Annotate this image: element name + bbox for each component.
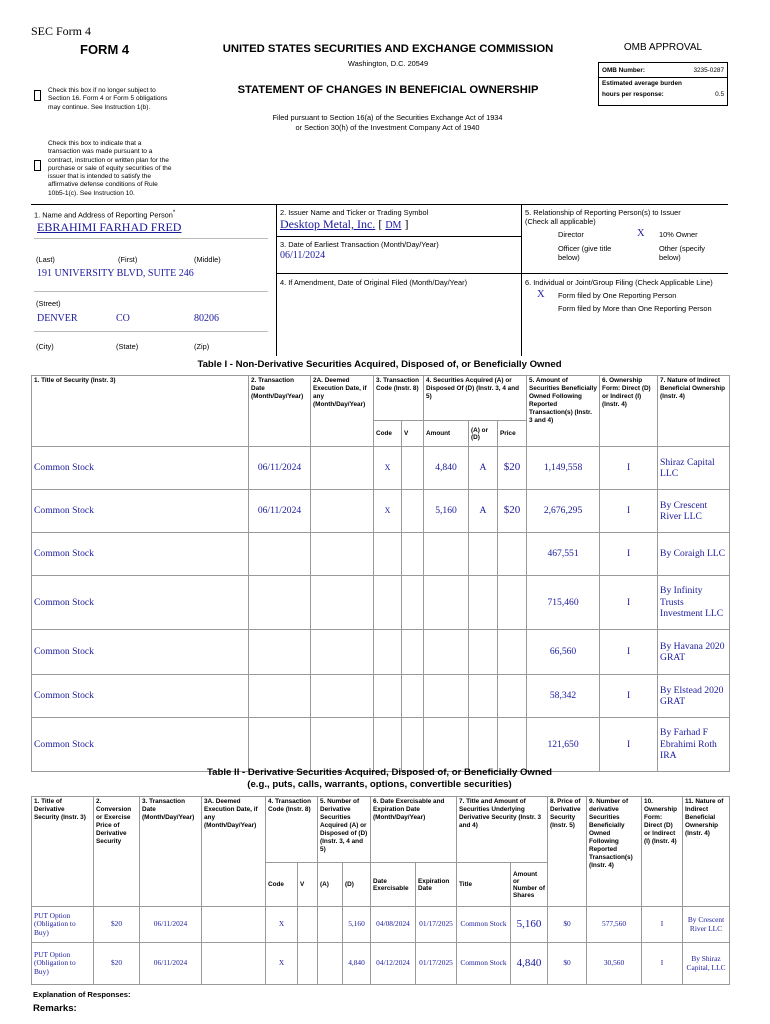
table-row — [32, 943, 730, 985]
section16-line: Check this box if no longer subject to — [48, 87, 156, 94]
t1-form: I — [600, 675, 658, 718]
omb-box — [598, 62, 728, 106]
table2-title-1: Table II - Derivative Securities Acquired, Disposed of, or Beneficially Owned — [207, 767, 552, 778]
t1-nature: Shiraz Capital LLC — [658, 447, 730, 490]
t1-title: Common Stock — [32, 630, 249, 675]
issuer-name-link[interactable]: Desktop Metal, Inc. — [280, 217, 376, 231]
t1-title: Common Stock — [32, 533, 249, 576]
section16-text — [48, 87, 188, 112]
rule10b5-line: transaction was made pursuant to a — [48, 148, 153, 156]
t1-date — [249, 718, 311, 772]
city-label: (City) — [36, 342, 54, 351]
rule10b5-checkbox[interactable] — [34, 160, 41, 171]
t2-h6: 6. Date Exercisable and Expiration Date (Month/Day/Year) — [371, 797, 457, 863]
t2-v — [298, 943, 318, 985]
t1-amount-header: Amount — [424, 421, 469, 447]
sec-form-label: SEC Form 4 — [31, 24, 92, 38]
table1-title: Table I - Non-Derivative Securities Acquired, Disposed of, or Beneficially Owned — [197, 359, 562, 370]
section16-checkbox[interactable] — [34, 90, 41, 101]
t2-deemed — [202, 943, 266, 985]
t1-h7: 7. Nature of Indirect Beneficial Ownership (Instr. 4) — [658, 376, 730, 447]
box4-label: 4. If Amendment, Date of Original Filed (Month/Day/Year) — [280, 278, 468, 287]
table2 — [31, 796, 730, 985]
t1-title: Common Stock — [32, 675, 249, 718]
t2-amount-header: Amount or Number of Shares — [511, 863, 548, 907]
rule10b5-line: contract, instruction or written plan for the — [48, 156, 169, 164]
box1-label — [34, 208, 175, 220]
omb-approval-title: OMB APPROVAL — [623, 42, 703, 53]
t1-h4: 4. Securities Acquired (A) or Disposed Of (D) (Instr. 3, 4 and 5) — [424, 376, 527, 421]
t1-price — [498, 718, 527, 772]
t1-nature: By Elstead 2020 GRAT — [658, 675, 730, 718]
t1-date: 06/11/2024 — [249, 447, 311, 490]
t2-h8: 8. Price of Derivative Security (Instr. 5) — [548, 797, 587, 907]
t1-nature: By Farhad F Ebrahimi Roth IRA — [658, 718, 730, 772]
t1-ad: A — [469, 490, 498, 533]
t2-owned: 577,560 — [587, 907, 642, 943]
t2-code: X — [266, 943, 298, 985]
t2-utitle: Common Stock — [457, 907, 511, 943]
t1-code — [374, 675, 402, 718]
t1-ad: A — [469, 447, 498, 490]
t2-title: PUT Option (Obligation to Buy) — [32, 907, 94, 943]
statement-title: STATEMENT OF CHANGES IN BENEFICIAL OWNERSHIP — [237, 84, 539, 96]
t2-conv: $20 — [94, 907, 140, 943]
t1-price — [498, 533, 527, 576]
t1-title: Common Stock — [32, 718, 249, 772]
t2-h7: 7. Title and Amount of Securities Underlying Derivative Security (Instr. 3 and 4) — [457, 797, 548, 863]
t2-h1: 1. Title of Derivative Security (Instr. 3) — [32, 797, 94, 907]
zip-label: (Zip) — [194, 342, 210, 351]
t2-h3: 3. Transaction Date (Month/Day/Year) — [140, 797, 202, 907]
omb-number-label: OMB Number: — [602, 67, 645, 74]
t2-form: I — [642, 943, 683, 985]
t1-price — [498, 576, 527, 630]
street-address: 191 UNIVERSITY BLVD, SUITE 246 — [37, 268, 194, 279]
t1-code — [374, 576, 402, 630]
omb-burden-label-2: hours per response: — [602, 91, 664, 98]
table-row — [32, 675, 730, 718]
t1-code — [374, 718, 402, 772]
director-mark: X — [637, 228, 645, 239]
t2-utitle: Common Stock — [457, 943, 511, 985]
t1-date — [249, 675, 311, 718]
t1-amount — [424, 533, 469, 576]
t2-code: X — [266, 907, 298, 943]
t1-owned: 66,560 — [527, 630, 600, 675]
t2-form: I — [642, 907, 683, 943]
t2-date: 06/11/2024 — [140, 907, 202, 943]
t1-amount — [424, 675, 469, 718]
t2-date: 06/11/2024 — [140, 943, 202, 985]
t2-nature: By Crescent River LLC — [683, 907, 730, 943]
t1-nature: By Coraigh LLC — [658, 533, 730, 576]
t2-h3a: 3A. Deemed Execution Date, if any (Month/Day/Year) — [202, 797, 266, 907]
t1-amount — [424, 630, 469, 675]
t1-v — [402, 718, 424, 772]
t1-v — [402, 533, 424, 576]
t2-deemed — [202, 907, 266, 943]
t2-owned: 30,560 — [587, 943, 642, 985]
ticker-link[interactable]: DM — [385, 220, 402, 231]
filed-note-2: or Section 30(h) of the Investment Company Act of 1940 — [295, 123, 480, 132]
t2-h9: 9. Number of derivative Securities Beneficially Owned Following Reported Transaction(s) (Instr. 4) — [587, 797, 642, 907]
middle-label: (Middle) — [194, 255, 221, 264]
t2-conv: $20 — [94, 943, 140, 985]
explanation-heading: Explanation of Responses: — [33, 990, 131, 999]
one-person-label: Form filed by One Reporting Person — [558, 291, 677, 300]
t1-v — [402, 630, 424, 675]
rule10b5-line: Check this box to indicate that a — [48, 140, 142, 147]
t2-date-ex-header: Date Exercisable — [371, 863, 416, 907]
t1-h2a: 2A. Deemed Execution Date, if any (Month/Day/Year) — [311, 376, 374, 447]
t1-owned: 121,650 — [527, 718, 600, 772]
table-row — [32, 907, 730, 943]
t1-h1: 1. Title of Security (Instr. 3) — [32, 376, 249, 447]
t1-title: Common Stock — [32, 447, 249, 490]
box2-label: 2. Issuer Name and Ticker or Trading Symbol — [280, 208, 429, 217]
officer-label-1: Officer (give title — [558, 244, 612, 253]
t1-price — [498, 630, 527, 675]
t1-v — [402, 675, 424, 718]
t1-h5: 5. Amount of Securities Beneficially Owned Following Reported Transaction(s) (Instr. 3 and 4) — [527, 376, 600, 447]
t1-deemed — [311, 490, 374, 533]
t1-v-header: V — [402, 421, 424, 447]
t2-h10: 10. Ownership Form: Direct (D) or Indirect (I) (Instr. 4) — [642, 797, 683, 907]
t1-form: I — [600, 533, 658, 576]
table-row — [32, 718, 730, 772]
ticker-bracket-close: ] — [404, 217, 409, 231]
rule10b5-text — [48, 140, 188, 198]
rule10b5-line: 10b5-1(c). See Instruction 10. — [48, 189, 135, 197]
t2-ex: 04/08/2024 — [371, 907, 416, 943]
t1-form: I — [600, 447, 658, 490]
t1-date — [249, 533, 311, 576]
t1-nature: By Havana 2020 GRAT — [658, 630, 730, 675]
box1-label-text: 1. Name and Address of Reporting Person — [34, 210, 173, 220]
t2-h5: 5. Number of Derivative Securities Acquired (A) or Disposed of (D) (Instr. 3, 4 and 5) — [318, 797, 371, 863]
t1-ad — [469, 630, 498, 675]
zip-value: 80206 — [194, 313, 219, 324]
t1-deemed — [311, 675, 374, 718]
t2-exp-header: Expiration Date — [416, 863, 457, 907]
street-label: (Street) — [36, 299, 61, 308]
t1-code — [374, 533, 402, 576]
t2-exp: 01/17/2025 — [416, 943, 457, 985]
omb-burden-label-1: Estimated average burden — [602, 80, 682, 87]
table-row — [32, 490, 730, 533]
t1-nature: By Crescent River LLC — [658, 490, 730, 533]
t1-deemed — [311, 718, 374, 772]
t1-ad-header: (A) or (D) — [469, 421, 498, 447]
t1-v — [402, 576, 424, 630]
t1-code: X — [374, 447, 402, 490]
omb-number: 3235-0287 — [693, 67, 724, 74]
t1-v — [402, 490, 424, 533]
t2-price: $0 — [548, 943, 587, 985]
agency-title: UNITED STATES SECURITIES AND EXCHANGE COMMISSION — [222, 43, 554, 55]
t1-title: Common Stock — [32, 576, 249, 630]
t2-price: $0 — [548, 907, 587, 943]
t1-amount: 5,160 — [424, 490, 469, 533]
first-label: (First) — [118, 255, 138, 264]
t1-h3: 3. Transaction Code (Instr. 8) — [374, 376, 424, 421]
t1-date: 06/11/2024 — [249, 490, 311, 533]
t2-exp: 01/17/2025 — [416, 907, 457, 943]
t2-d: 5,160 — [343, 907, 371, 943]
t1-date — [249, 630, 311, 675]
rule10b5-line: affirmative defense conditions of Rule — [48, 181, 158, 189]
t1-code — [374, 630, 402, 675]
t1-form: I — [600, 490, 658, 533]
ticker-bracket-open: [ — [378, 217, 383, 231]
omb-burden-value: 0.5 — [715, 91, 724, 98]
t1-ad — [469, 533, 498, 576]
rule10b5-line: purchase or sale of equity securities of the — [48, 164, 172, 172]
t1-form: I — [600, 718, 658, 772]
t1-form: I — [600, 576, 658, 630]
issuer-line — [280, 217, 408, 232]
section16-line: Section 16. Form 4 or Form 5 obligations — [48, 95, 168, 103]
t1-ad — [469, 576, 498, 630]
box6-label: 6. Individual or Joint/Group Filing (Check Applicable Line) — [525, 278, 713, 287]
table1 — [31, 375, 730, 772]
one-person-mark: X — [537, 289, 545, 300]
t2-d-header: (D) — [343, 863, 371, 907]
box5-label-2: (Check all applicable) — [525, 217, 596, 226]
t2-h4: 4. Transaction Code (Instr. 8) — [266, 797, 318, 863]
t2-code-header: Code — [266, 863, 298, 907]
form-title: FORM 4 — [80, 42, 130, 57]
t1-owned: 715,460 — [527, 576, 600, 630]
t1-code: X — [374, 490, 402, 533]
rule10b5-line: issuer that is intended to satisfy the — [48, 173, 151, 181]
t1-date — [249, 576, 311, 630]
t1-nature: By Infinity Trusts Investment LLC — [658, 576, 730, 630]
t2-nature: By Shiraz Capital, LLC — [683, 943, 730, 985]
t2-title: PUT Option (Obligation to Buy) — [32, 943, 94, 985]
t1-deemed — [311, 447, 374, 490]
t2-v — [298, 907, 318, 943]
t2-d: 4,840 — [343, 943, 371, 985]
t1-ad — [469, 718, 498, 772]
t2-h2: 2. Conversion or Exercise Price of Derivative Security — [94, 797, 140, 907]
t1-price — [498, 675, 527, 718]
city-value: DENVER — [37, 313, 78, 324]
t2-a — [318, 943, 343, 985]
director-label: Director — [558, 230, 584, 239]
box1-asterisk: * — [172, 209, 176, 216]
state-label: (State) — [116, 342, 139, 351]
t1-h2: 2. Transaction Date (Month/Day/Year) — [249, 376, 311, 447]
table-row — [32, 576, 730, 630]
earliest-transaction-date: 06/11/2024 — [280, 250, 326, 261]
t2-a — [318, 907, 343, 943]
table-row — [32, 533, 730, 576]
t1-owned: 58,342 — [527, 675, 600, 718]
table-row — [32, 630, 730, 675]
section16-line: may continue. See Instruction 1(b). — [48, 103, 151, 111]
t2-uamt: 4,840 — [511, 943, 548, 985]
t2-v-header: V — [298, 863, 318, 907]
box3-label: 3. Date of Earliest Transaction (Month/Day/Year) — [280, 240, 439, 249]
ten-percent-owner-label: 10% Owner — [659, 230, 698, 239]
more-persons-label: Form filed by More than One Reporting Person — [558, 304, 712, 313]
table-row — [32, 447, 730, 490]
t1-amount — [424, 576, 469, 630]
t1-amount: 4,840 — [424, 447, 469, 490]
t1-h6: 6. Ownership Form: Direct (D) or Indirect (I) (Instr. 4) — [600, 376, 658, 447]
t1-owned: 2,676,295 — [527, 490, 600, 533]
t1-deemed — [311, 576, 374, 630]
t1-ad — [469, 675, 498, 718]
t1-code-header: Code — [374, 421, 402, 447]
last-label: (Last) — [36, 255, 55, 264]
t1-deemed — [311, 533, 374, 576]
state-value: CO — [116, 313, 130, 324]
reporting-person-name-link[interactable]: EBRAHIMI FARHAD FRED — [37, 220, 182, 234]
t1-price-header: Price — [498, 421, 527, 447]
remarks-heading: Remarks: — [33, 1003, 77, 1014]
t1-owned: 1,149,558 — [527, 447, 600, 490]
officer-label-2: below) — [558, 253, 580, 262]
t2-uamt: 5,160 — [511, 907, 548, 943]
t1-deemed — [311, 630, 374, 675]
table2-title-2: (e.g., puts, calls, warrants, options, convertible securities) — [247, 779, 512, 790]
t1-form: I — [600, 630, 658, 675]
t1-amount — [424, 718, 469, 772]
other-label-1: Other (specify — [659, 244, 706, 253]
agency-location: Washington, D.C. 20549 — [347, 59, 429, 68]
filed-note-1: Filed pursuant to Section 16(a) of the Securities Exchange Act of 1934 — [272, 113, 503, 122]
t2-a-header: (A) — [318, 863, 343, 907]
t2-ex: 04/12/2024 — [371, 943, 416, 985]
t2-title-header: Title — [457, 863, 511, 907]
box5-label-1: 5. Relationship of Reporting Person(s) to Issuer — [525, 208, 681, 217]
t1-price: $20 — [498, 490, 527, 533]
t1-title: Common Stock — [32, 490, 249, 533]
t1-price: $20 — [498, 447, 527, 490]
t1-v — [402, 447, 424, 490]
t1-owned: 467,551 — [527, 533, 600, 576]
other-label-2: below) — [659, 253, 681, 262]
t2-h11: 11. Nature of Indirect Beneficial Ownership (Instr. 4) — [683, 797, 730, 907]
